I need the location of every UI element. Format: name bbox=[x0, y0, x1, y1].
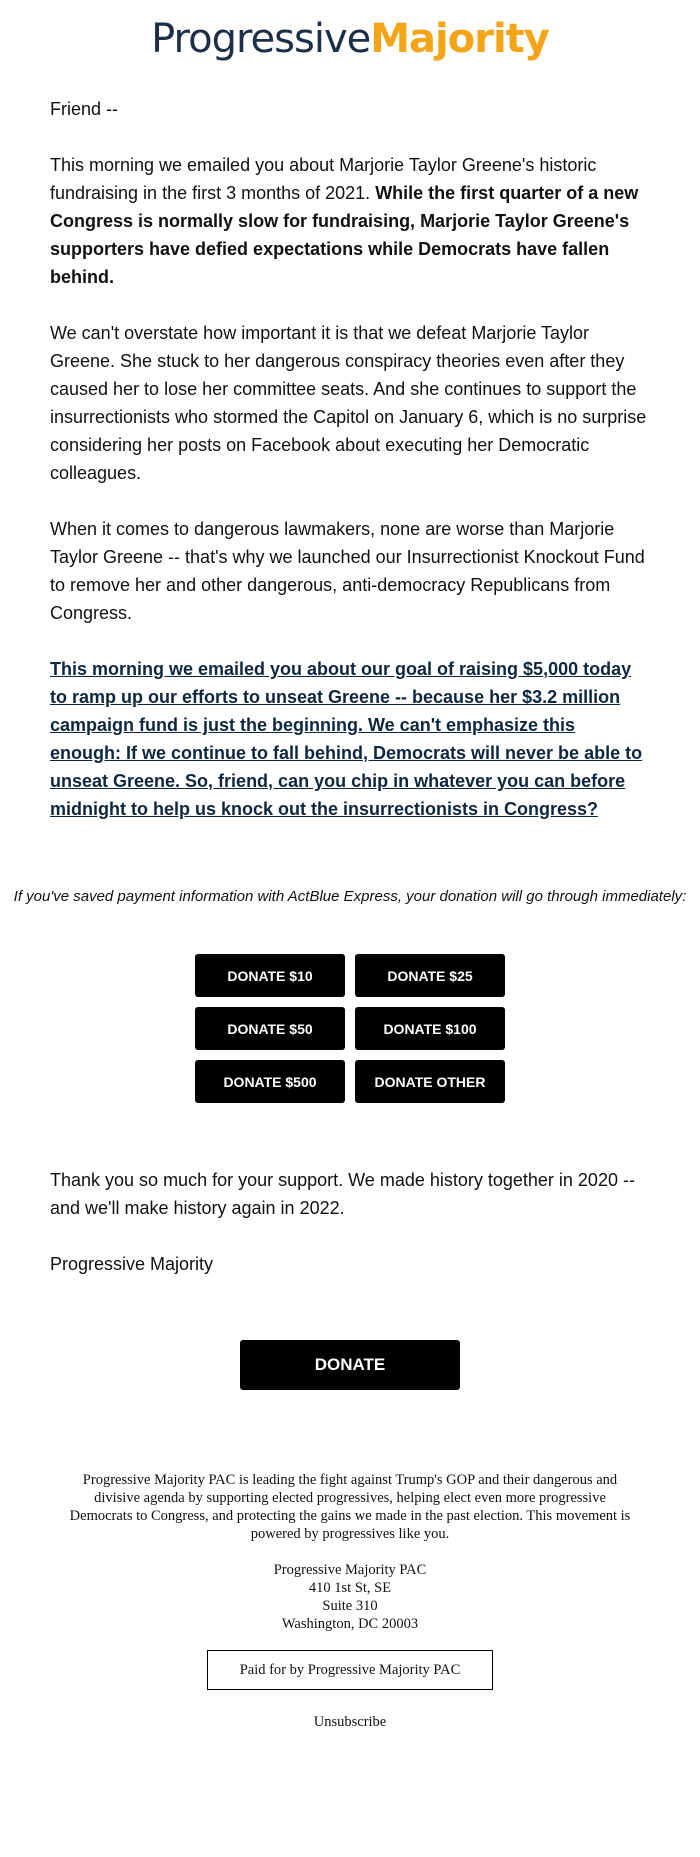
donate-50-button[interactable]: DONATE $50 bbox=[195, 1007, 345, 1050]
footer-about: Progressive Majority PAC is leading the fight against Trump's GOP and their dangerous and divisive agenda by supporting elected progressives, helping elect even more progressive Democrats to Congress, and protecting the gains we made in the past election. This movement is powered by progressives like you. bbox=[69, 1472, 631, 1542]
thanks-paragraph: Thank you so much for your support. We made history together in 2020 -- and we'll make history again in 2022. bbox=[50, 1170, 635, 1218]
donate-25-button[interactable]: DONATE $25 bbox=[355, 954, 505, 997]
donation-button-grid bbox=[195, 954, 505, 1103]
address-line-suite: Suite 310 bbox=[322, 1598, 378, 1614]
paragraph-fundraising-bold: While the first quarter of a new Congress is normally slow for fundraising, Marjorie Taylor Greene's supporters have defied expectations while Democrats have fallen behind. bbox=[50, 183, 639, 287]
paragraph-defeat-greene: We can't overstate how important it is that we defeat Marjorie Taylor Greene. She stuck to her dangerous conspiracy theories even after they caused her to lose her committee seats. And she continues to support the insurrectionists who stormed the Capitol on January 6, which is no surprise considering her posts on Facebook about executing her Democratic colleagues. bbox=[50, 323, 647, 483]
paragraph-fundraising bbox=[50, 151, 650, 291]
address-line-city: Washington, DC 20003 bbox=[281, 1616, 419, 1632]
paragraph-knockout-fund: When it comes to dangerous lawmakers, none are worse than Marjorie Taylor Greene -- that's why we launched our Insurrectionist Knockout Fund to remove her and other dangerous, anti-democracy Republicans from Congress. bbox=[50, 519, 645, 623]
donate-button[interactable]: DONATE bbox=[240, 1340, 460, 1390]
cta-paragraph bbox=[50, 655, 650, 823]
signature: Progressive Majority bbox=[50, 1254, 214, 1274]
greeting: Friend -- bbox=[50, 99, 119, 119]
donate-10-button[interactable]: DONATE $10 bbox=[195, 954, 345, 997]
logo-text-majority: Majority bbox=[370, 16, 549, 62]
address-line-street: 410 1st St, SE bbox=[308, 1580, 392, 1596]
donate-500-button[interactable]: DONATE $500 bbox=[195, 1060, 345, 1103]
donate-100-button[interactable]: DONATE $100 bbox=[355, 1007, 505, 1050]
donate-other-button[interactable]: DONATE OTHER bbox=[355, 1060, 505, 1103]
unsubscribe-link[interactable]: Unsubscribe bbox=[313, 1714, 387, 1730]
brand-logo bbox=[0, 14, 700, 64]
address-line-org: Progressive Majority PAC bbox=[273, 1562, 427, 1578]
cta-link[interactable]: This morning we emailed you about our goal of raising $5,000 today to ramp up our efforts to unseat Greene -- because her $3.2 million campaign fund is just the beginning. We can't emphasize this enough: If we continue to fall behind, Democrats will never be able to unseat Greene. So, friend, can you chip in whatever you can before midnight to help us knock out the insurrectionists in Congress? bbox=[50, 659, 643, 819]
closing-section bbox=[50, 1166, 650, 1306]
logo-text-progressive: Progressive bbox=[151, 16, 371, 62]
paragraph-fundraising-normal: This morning we emailed you about Marjorie Taylor Greene's historic fundraising in the first 3 months of 2021. bbox=[50, 155, 597, 203]
footer-address bbox=[0, 1561, 700, 1633]
paid-for-disclaimer: Paid for by Progressive Majority PAC bbox=[207, 1650, 493, 1690]
email-body bbox=[50, 95, 650, 851]
actblue-note: If you've saved payment information with ActBlue Express, your donation will go through immediately: bbox=[13, 888, 687, 905]
